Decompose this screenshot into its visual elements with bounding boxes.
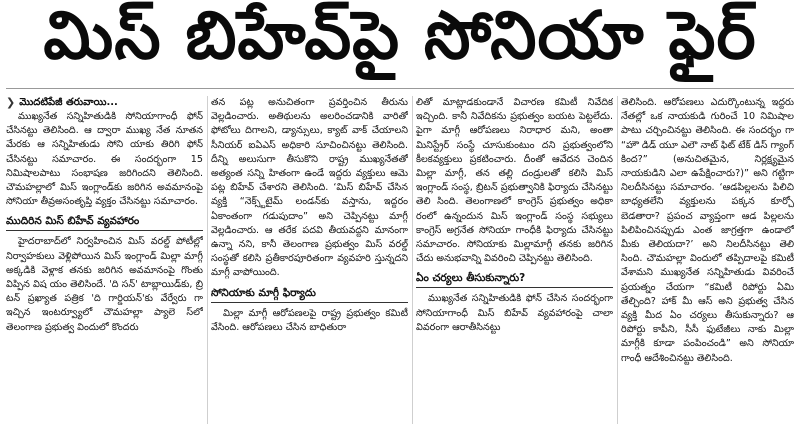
article-paragraph: హైదరాబాద్‌లో నిర్వహించిన మిస్ వరల్డ్ పోటీల్లో నిర్వాహకులు వెళ్లిపోయిన మిస్ ఇంగ్లాండ్ మిల్లా మాగ్గీ అక్కడికి వెళ్లాక తనకు జరిగిన అవమానంపై గొంతు విప్పిన విష యం తెలిసిందే. 'ది సన్' టాబ్లాయిడ్‌కు, బ్రి టన్ ప్రఖ్యాత పత్రిక 'ది గార్డియన్'కు వేర్వేరు గా ఇచ్చిన ఇంటర్వ్యూలో చౌమహల్లా ప్యాలె స్‌లో తెలంగాణ ప్రభుత్వ విందులో కొందరు: [6, 236, 203, 333]
article-paragraph: మిల్లా మాగ్గీ ఆరోపణలపై రాష్ట్ర ప్రభుత్వం కమిటీ వేసింది. ఆరోపణలు చేసిన బాధితురా: [211, 307, 408, 333]
headline-rule: [6, 88, 794, 89]
headline: మిస్ బిహేవ్‌పై సోనియా ఫైర్: [43, 0, 757, 74]
article-paragraph: లితో మాట్లాడకుండానే విచారణ కమిటీ నివేదిక ఇచ్చింది. కానీ నివేదికను ప్రభుత్వం బయట పెట్టలేదు. పైగా మాగ్గీ ఆరోపణలు నిరాధార మని, అంతా మినిస్ట్రేర్ సంస్థే చూసుకుంటుం దని ప్రభుత్వంలోని కీలకవ్యక్తులు ప్రకటించారు. దీంతో ఆవేదన చెందిన మిల్లా మాగ్గీ, తన తల్లి దండ్రులతో కలిసి మిస్ ఇంగ్లాండ్ సంస్థ, బ్రిటన్ ప్రభుత్వానికి ఫిర్యాదు చేసినట్టు తెలి సింది. తెలంగాణలో కాంగ్రెస్ ప్రభుత్వం అధికా రంలో ఉన్నందున మిస్ ఇంగ్లాండ్ సంస్థ సభ్యులు కాంగ్రెస్ అగ్రనేత సోనియా గాంధీకి ఫిర్యాదు చేసినట్టు సమాచారం. సోనియాకు మిల్లామాగ్గీ తనకు జరిగిన చేదు అనుభవాన్ని వివరించి చెప్పినట్టు తెలిసింది.: [416, 97, 613, 265]
column-1: [6, 96, 203, 428]
kicker: [6, 96, 203, 110]
article-paragraph: తెలిసింది. ఆరోపణలు ఎదుర్కొంటున్న ఇద్దరు నేతల్లో ఒక నాయకుడి గురించే 10 నిమిషాల పాటు చర్చించినట్టు తెలిసింది. ఈ సందర్భం గా “హౌ డిడ్ యూ ఎలౌ నాట్ ఫిట్ టేక్ డిస్ గ్యాంగ్ కింద?” (అనుచితమైన, నిర్లక్ష్యమైన నాయకుడిని ఎలా ఉపేక్షించారు?)” అని గట్టిగా నిలదీసినట్టు సమాచారం. ‘ఆడపిల్లలను పిలిచి బాధ్యతలేని వ్యక్తులను పక్కన కూర్చో బెడతారా? ప్రపంచ వ్యాప్తంగా ఆడ పిల్లలను పిలిపించినప్పుడు ఎంత జాగ్రత్తగా ఉండాలో మీకు తెలియదా?’ అని నిలదీసినట్టు తెలి సింది. చౌమహల్లా విందులో తప్పిదాలపై కమిటీ వేశామని ముఖ్యనేత సన్నిహితుడు వివరించే ప్రయత్నం చేయగా “కమిటీ రిపోర్టు ఏమి తేల్చింది? హాక్ మీ ఆస్ అని ప్రభుత్వ చేసిన వ్యక్తి మీద ఏం చర్యలు తీసుకున్నారు? ఆ రిపోర్టు కాపీని, సీసీ ఫుటేజీలు నాకు మిల్లా మాగ్గీకి కూడా పంపించండి” అని సోనియా గాంధీ ఆదేశించినట్టు తెలిసింది.: [621, 97, 794, 364]
column-4: [621, 96, 794, 428]
subheading: ముదిరిన మిస్ బిహేవ్ వ్యవహారం: [6, 214, 203, 231]
column-3: [416, 96, 613, 428]
article-paragraph: ముఖ్యనేత సన్నిహితుడికి సోనియాగాంధీ ఫోన్ చేసినట్టు తెలిసింది. ఆ ద్వారా ముఖ్య నేత నూతన మేరకు ఆ సన్నిహితుడు సోని యాకు తిరిగి ఫోన్ చేసినట్టు సమాచారం. ఈ సందర్భంగా 15 నిమిషాలపాటు సంభాషణ జరిగిందని తెలిసింది. చౌమహల్లాలో మిస్ ఇంగ్లాండ్‌కు జరిగిన అవమానంపై సోనియా తీవ్రఅసంతృప్తి వ్యక్తం చేసినట్టు సమాచారం.: [6, 111, 203, 208]
chevron-right-icon: ❯: [6, 96, 16, 109]
column-separator: [617, 96, 618, 424]
subheading: సోనియాకు మాగ్గీ ఫిర్యాదు: [211, 286, 408, 303]
column-2: [211, 96, 408, 428]
column-separator: [412, 96, 413, 424]
column-separator: [207, 96, 208, 424]
article-paragraph: ముఖ్యనేత సన్నిహితుడికి ఫోన్ చేసిన సందర్భంగా సోనియాగాంధీ మిస్ బిహేవ్ వ్యవహారంపై చాలా వివరంగా ఆరాతీసినట్టు: [416, 293, 613, 333]
article-paragraph: తన పట్ల అనుచితంగా ప్రవర్తించిన తీరును వెల్లడించారు. అతిథులను అలరించడానికి వారితో ఫోటోలు దిగాలని, డ్యాన్సులు, క్యాట్ వాక్ చేయాలని సీనియర్ ఐఏఎస్ అధికారి సూచించినట్టు తెలిసింది. దీన్ని అలుసుగా తీసుకొని రాష్ట్ర ముఖ్యనేతతో అత్యంత సన్ని హితంగా ఉండే ఇద్దరు వ్యక్తులు ఆమె పట్ల బిహేవ్ చేశారని తెలిసింది. ‘మిస్ బిహేవ్ చేసిన వ్యక్తి “నెక్స్ట్‌టైమ్ లండన్‌కు వస్తాను, ఇద్దరం ఏకాంతంగా గడుపుదాం” అని చెప్పినట్టు మాగ్గీ వెల్లడించారు. ఆ తరేక పదవి తీయవద్దని మానంగా ఉన్నా నని, కానీ తెలంగాణ ప్రభుత్వం మిస్ వరల్డ్ సంస్థతో కలిసి ప్రతీకారపూరితంగా వ్యవహరి స్తున్నదని మాగ్గీ వాపోయింది.: [211, 97, 408, 279]
subheading: ఏం చర్యలు తీసుకున్నారు?: [416, 271, 613, 288]
kicker-text: మొదటిపేజీ తరువాయి...: [19, 97, 118, 108]
